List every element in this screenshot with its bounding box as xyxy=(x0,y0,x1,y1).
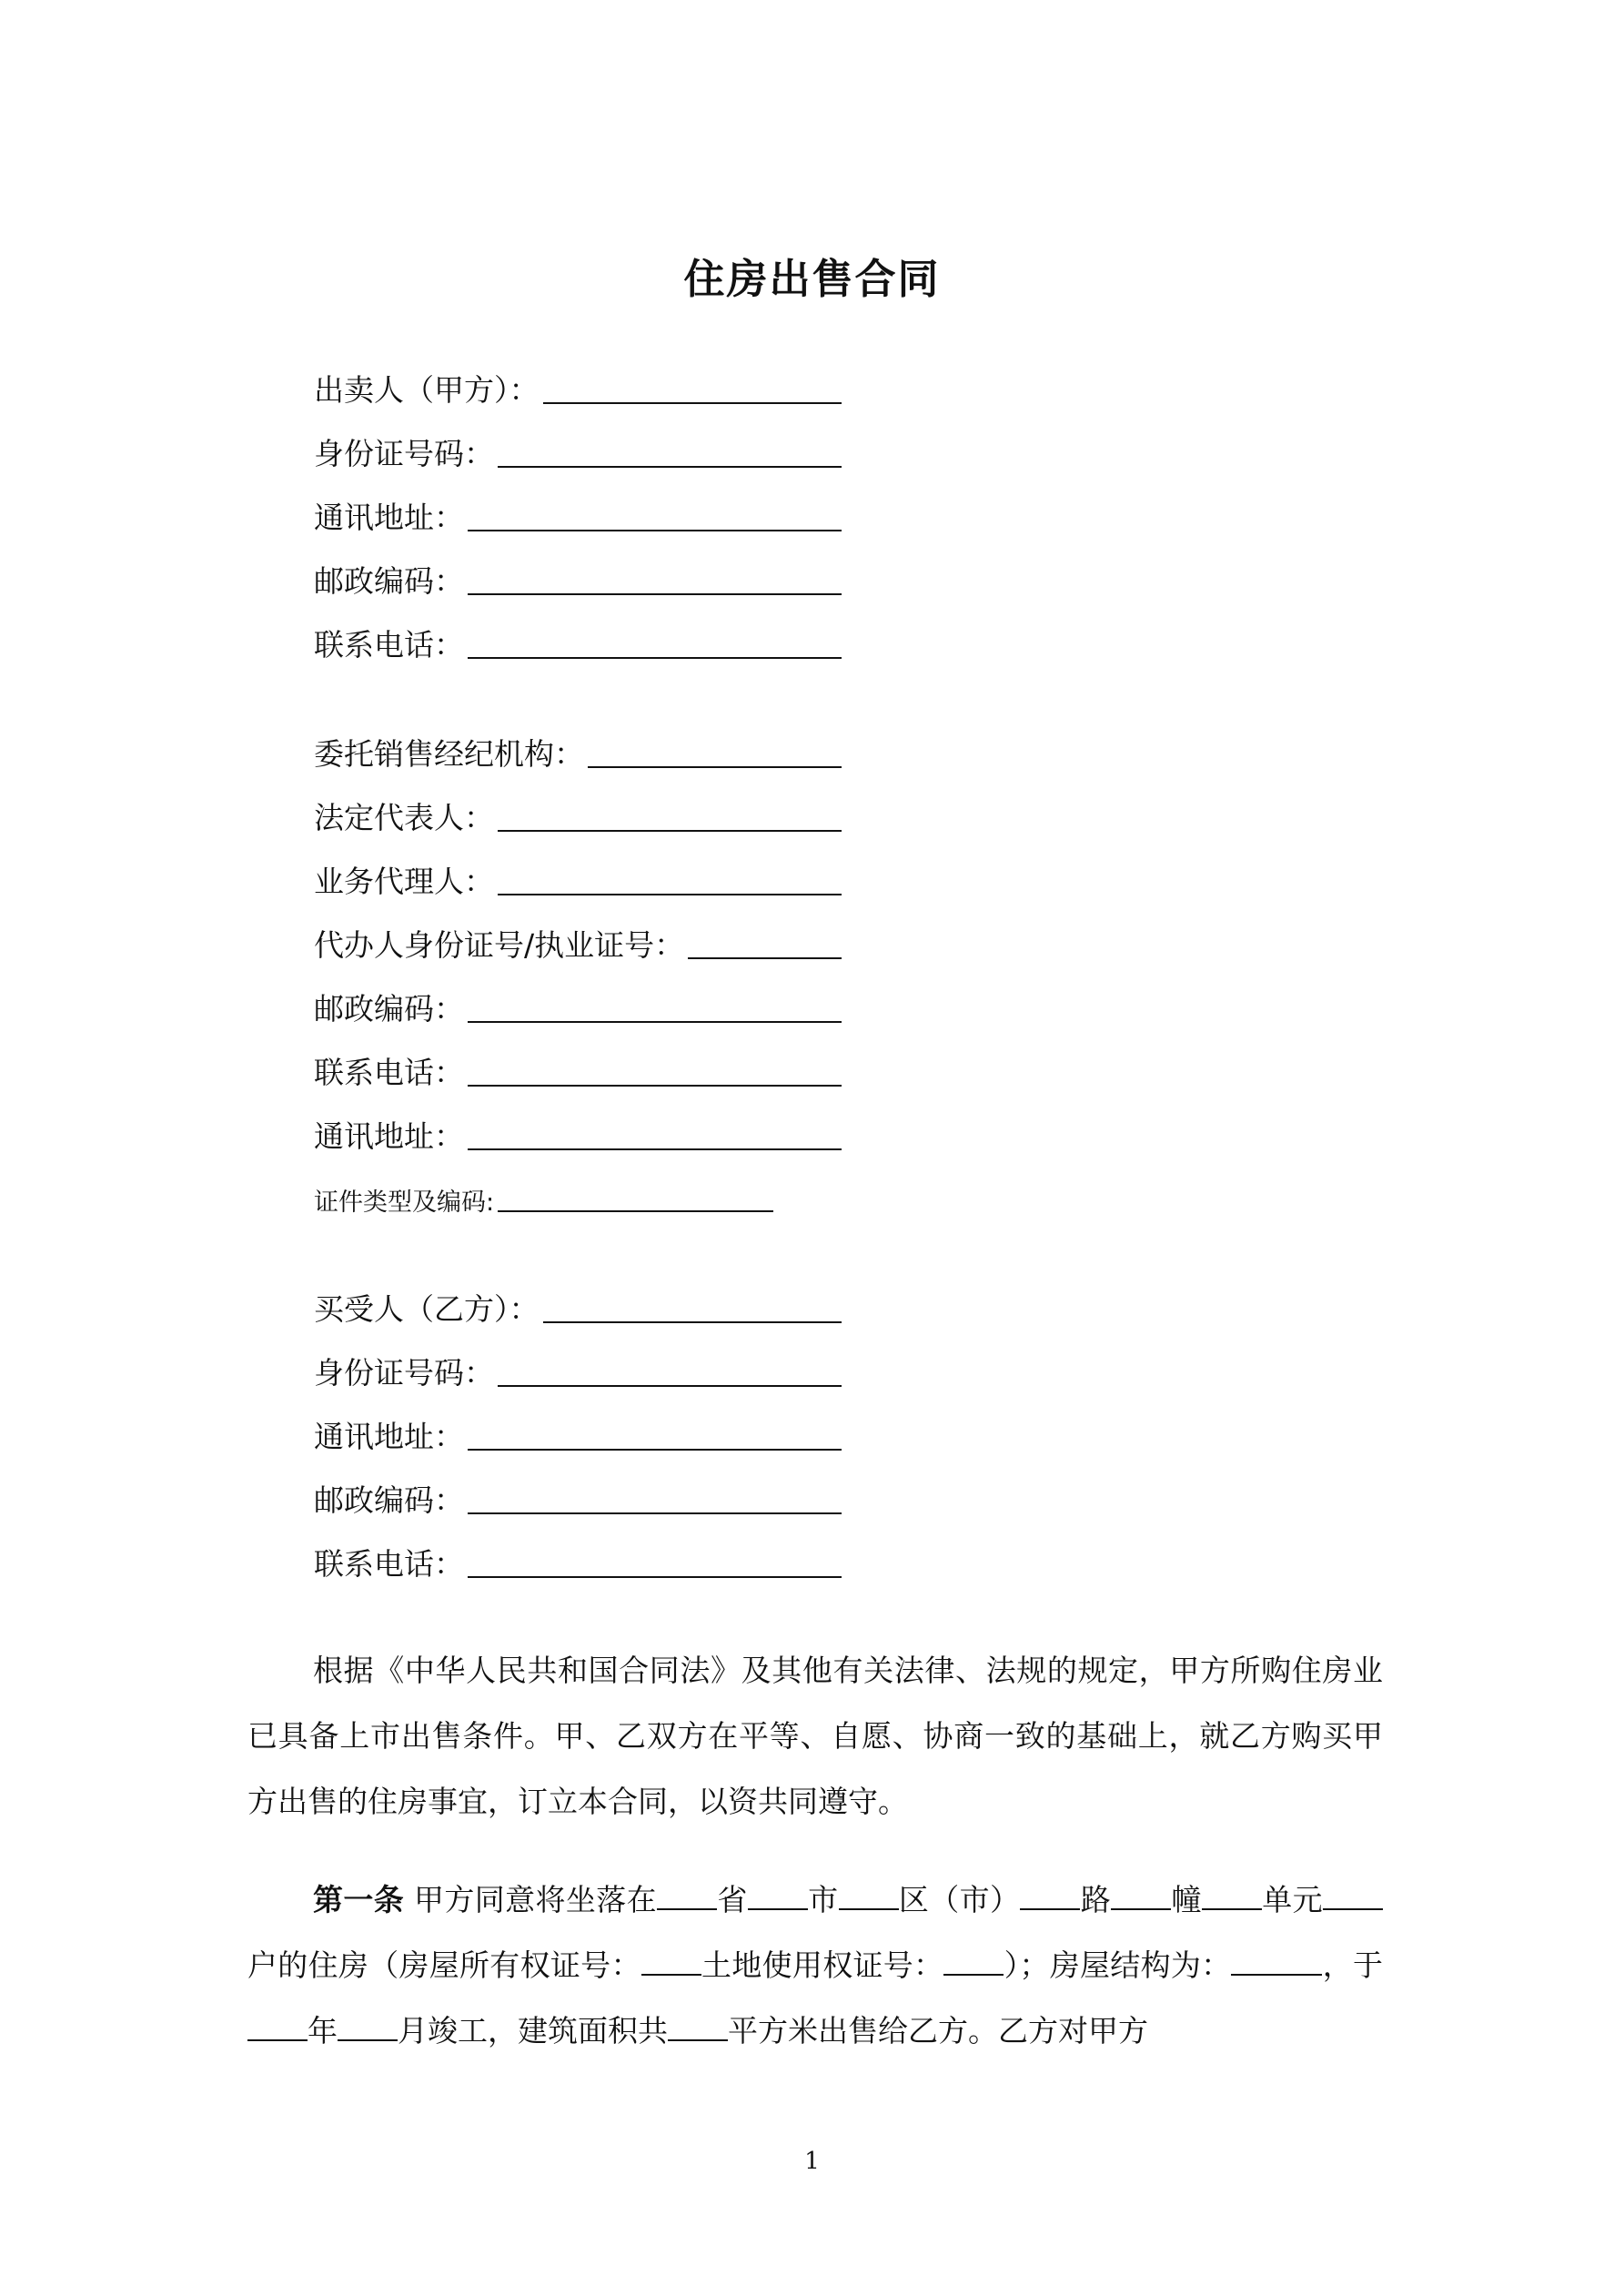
buyer-id-field xyxy=(314,1347,842,1392)
agency-phone-blank[interactable] xyxy=(468,1085,842,1087)
article-1-segment: 区（市） xyxy=(898,1882,1021,1917)
article-1-segment: 幢 xyxy=(1171,1882,1202,1917)
agency-address-field xyxy=(314,1110,842,1156)
article-1-segment: ）；房屋结构为： xyxy=(1004,1947,1232,1983)
agency-agent-field xyxy=(314,855,842,901)
agency-phone-field xyxy=(314,1047,842,1092)
ownership-cert-blank[interactable] xyxy=(641,1948,701,1976)
buyer-address-label: 通讯地址： xyxy=(314,1419,464,1454)
article-1-segment: 年 xyxy=(308,2013,338,2048)
agency-agent-id-blank[interactable] xyxy=(688,957,842,959)
seller-id-field xyxy=(314,428,842,473)
agency-name-field xyxy=(314,728,842,774)
buyer-phone-label: 联系电话： xyxy=(314,1546,464,1582)
buyer-address-blank[interactable] xyxy=(468,1449,842,1451)
article-1-segment: 土地使用权证号： xyxy=(701,1947,944,1983)
seller-id-blank[interactable] xyxy=(498,466,842,468)
seller-phone-blank[interactable] xyxy=(468,657,842,659)
road-blank[interactable] xyxy=(1020,1883,1080,1910)
buyer-postcode-label: 邮政编码： xyxy=(314,1482,464,1518)
seller-address-label: 通讯地址： xyxy=(314,500,464,535)
buyer-name-blank[interactable] xyxy=(543,1321,842,1323)
year-blank[interactable] xyxy=(247,2014,308,2041)
agency-cert-blank[interactable] xyxy=(498,1210,773,1212)
agency-postcode-field xyxy=(314,983,842,1028)
article-1-segment: 省 xyxy=(717,1882,748,1917)
area-blank[interactable] xyxy=(668,2014,728,2041)
seller-postcode-label: 邮政编码： xyxy=(314,563,464,599)
article-1-segment: 单元 xyxy=(1261,1882,1323,1917)
preamble-text: 根据《中华人民共和国合同法》及其他有关法律、法规的规定，甲方所购住房业已具备上市出售条件。甲、乙双方在平等、自愿、协商一致的基础上，就乙方购买甲方出售的住房事宜，订立本合同，以资共同遵守。 xyxy=(247,1653,1383,1819)
seller-id-label: 身份证号码： xyxy=(314,436,494,471)
structure-blank[interactable] xyxy=(1231,1948,1322,1976)
agency-name-blank[interactable] xyxy=(588,766,842,768)
buyer-postcode-blank[interactable] xyxy=(468,1512,842,1514)
article-1-segment: 户的住房（房屋所有权证号： xyxy=(247,1947,641,1983)
unit-blank[interactable] xyxy=(1202,1883,1262,1910)
seller-address-field xyxy=(314,491,842,537)
household-blank[interactable] xyxy=(1323,1883,1383,1910)
agency-cert-field xyxy=(314,1172,773,1218)
article-1-heading: 第一条 xyxy=(313,1882,405,1917)
article-1-segment: 甲方同意将坐落在 xyxy=(414,1882,657,1917)
buyer-phone-blank[interactable] xyxy=(468,1576,842,1578)
agency-postcode-blank[interactable] xyxy=(468,1021,842,1023)
preamble-paragraph xyxy=(247,1638,1383,1835)
city-blank[interactable] xyxy=(748,1883,808,1910)
agency-cert-label: 证件类型及编码: xyxy=(314,1188,495,1217)
seller-phone-field xyxy=(314,619,842,664)
buyer-address-field xyxy=(314,1411,842,1456)
seller-postcode-field xyxy=(314,555,842,601)
article-1-segment: 市 xyxy=(807,1882,839,1917)
district-blank[interactable] xyxy=(839,1883,899,1910)
agency-address-blank[interactable] xyxy=(468,1148,842,1150)
document-title: 住房出售合同 xyxy=(683,255,941,303)
month-blank[interactable] xyxy=(338,2014,398,2041)
article-1-segment: ，于 xyxy=(1322,1947,1384,1983)
seller-address-blank[interactable] xyxy=(468,530,842,531)
article-1-segment: 月竣工，建筑面积共 xyxy=(398,2013,668,2048)
agency-legal-rep-field xyxy=(314,792,842,837)
seller-name-blank[interactable] xyxy=(543,402,842,404)
agency-agent-label: 业务代理人： xyxy=(314,864,494,899)
agency-legal-rep-blank[interactable] xyxy=(498,830,842,832)
seller-name-field xyxy=(314,364,842,410)
seller-name-label: 出卖人（甲方）： xyxy=(314,372,540,408)
article-1-paragraph xyxy=(247,1867,1383,2064)
buyer-name-field xyxy=(314,1283,842,1329)
article-1-text xyxy=(247,1867,1383,2064)
buyer-name-label: 买受人（乙方）： xyxy=(314,1291,540,1327)
buyer-id-label: 身份证号码： xyxy=(314,1355,494,1391)
article-1-segment: 路 xyxy=(1080,1882,1112,1917)
province-blank[interactable] xyxy=(657,1883,717,1910)
buyer-phone-field xyxy=(314,1538,842,1583)
article-1-segment: 平方米出售给乙方。乙方对甲方 xyxy=(728,2013,1148,2048)
agency-agent-id-label: 代办人身份证号/执业证号： xyxy=(314,927,685,963)
page-number: 1 xyxy=(804,2148,820,2175)
seller-phone-label: 联系电话： xyxy=(314,627,464,663)
agency-postcode-label: 邮政编码： xyxy=(314,991,464,1027)
building-blank[interactable] xyxy=(1111,1883,1171,1910)
agency-agent-id-field xyxy=(314,919,842,965)
agency-address-label: 通讯地址： xyxy=(314,1118,464,1154)
agency-name-label: 委托销售经纪机构： xyxy=(314,736,584,772)
land-cert-blank[interactable] xyxy=(943,1948,1004,1976)
agency-agent-blank[interactable] xyxy=(498,894,842,895)
agency-legal-rep-label: 法定代表人： xyxy=(314,800,494,835)
agency-phone-label: 联系电话： xyxy=(314,1055,464,1090)
buyer-id-blank[interactable] xyxy=(498,1385,842,1387)
buyer-postcode-field xyxy=(314,1474,842,1520)
seller-postcode-blank[interactable] xyxy=(468,593,842,595)
